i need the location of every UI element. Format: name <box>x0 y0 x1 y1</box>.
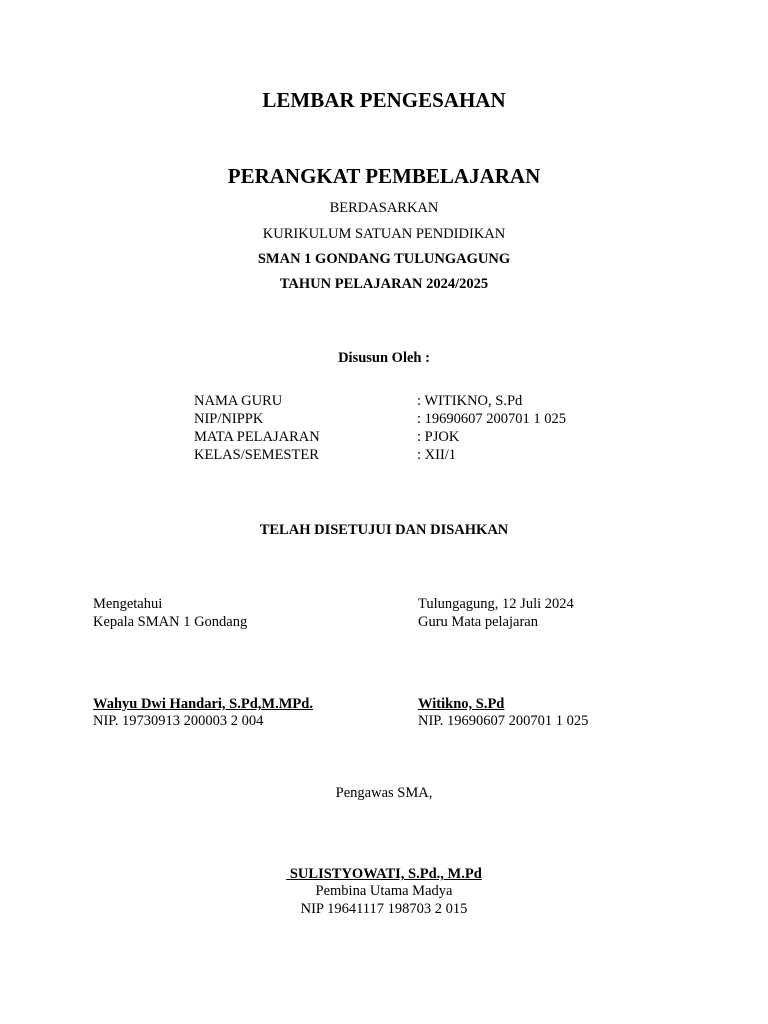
right-sign-line-2: Guru Mata pelajaran <box>418 614 538 630</box>
header-line-2: KURIKULUM SATUAN PENDIDIKAN <box>262 226 506 242</box>
right-signatory-name: Witikno, S.Pd <box>418 696 505 712</box>
supervisor-nip: NIP 19641117 198703 2 015 <box>300 901 468 917</box>
left-sign-line-2: Kepala SMAN 1 Gondang <box>93 614 248 630</box>
right-sign-line-1: Tulungagung, 12 Juli 2024 <box>418 596 574 612</box>
left-signatory-nip: NIP. 19730913 200003 2 004 <box>93 713 264 729</box>
author-value: : WITIKNO, S.Pd <box>417 393 523 409</box>
school-name: SMAN 1 GONDANG TULUNGAGUNG <box>257 251 511 267</box>
author-label: MATA PELAJARAN <box>194 429 320 445</box>
document-subtitle: PERANGKAT PEMBELAJARAN <box>227 164 541 188</box>
author-label: NIP/NIPPK <box>194 411 264 427</box>
supervisor-name: SULISTYOWATI, S.Pd., M.Pd <box>286 866 482 882</box>
approval-heading: TELAH DISETUJUI DAN DISAHKAN <box>259 522 509 538</box>
author-value: : PJOK <box>417 429 460 445</box>
academic-year: TAHUN PELAJARAN 2024/2025 <box>279 276 489 292</box>
left-signatory-name: Wahyu Dwi Handari, S.Pd,M.MPd. <box>93 696 313 712</box>
author-label: KELAS/SEMESTER <box>194 447 319 463</box>
page-title: LEMBAR PENGESAHAN <box>262 88 506 112</box>
author-heading: Disusun Oleh : <box>338 350 430 366</box>
right-signatory-nip: NIP. 19690607 200701 1 025 <box>418 713 589 729</box>
author-value: : XII/1 <box>417 447 457 463</box>
supervisor-role: Pengawas SMA, <box>335 785 433 801</box>
header-line-1: BERDASARKAN <box>329 200 439 216</box>
left-sign-line-1: Mengetahui <box>93 596 163 612</box>
author-value: : 19690607 200701 1 025 <box>417 411 567 427</box>
author-label: NAMA GURU <box>194 393 283 409</box>
supervisor-rank: Pembina Utama Madya <box>315 883 453 899</box>
